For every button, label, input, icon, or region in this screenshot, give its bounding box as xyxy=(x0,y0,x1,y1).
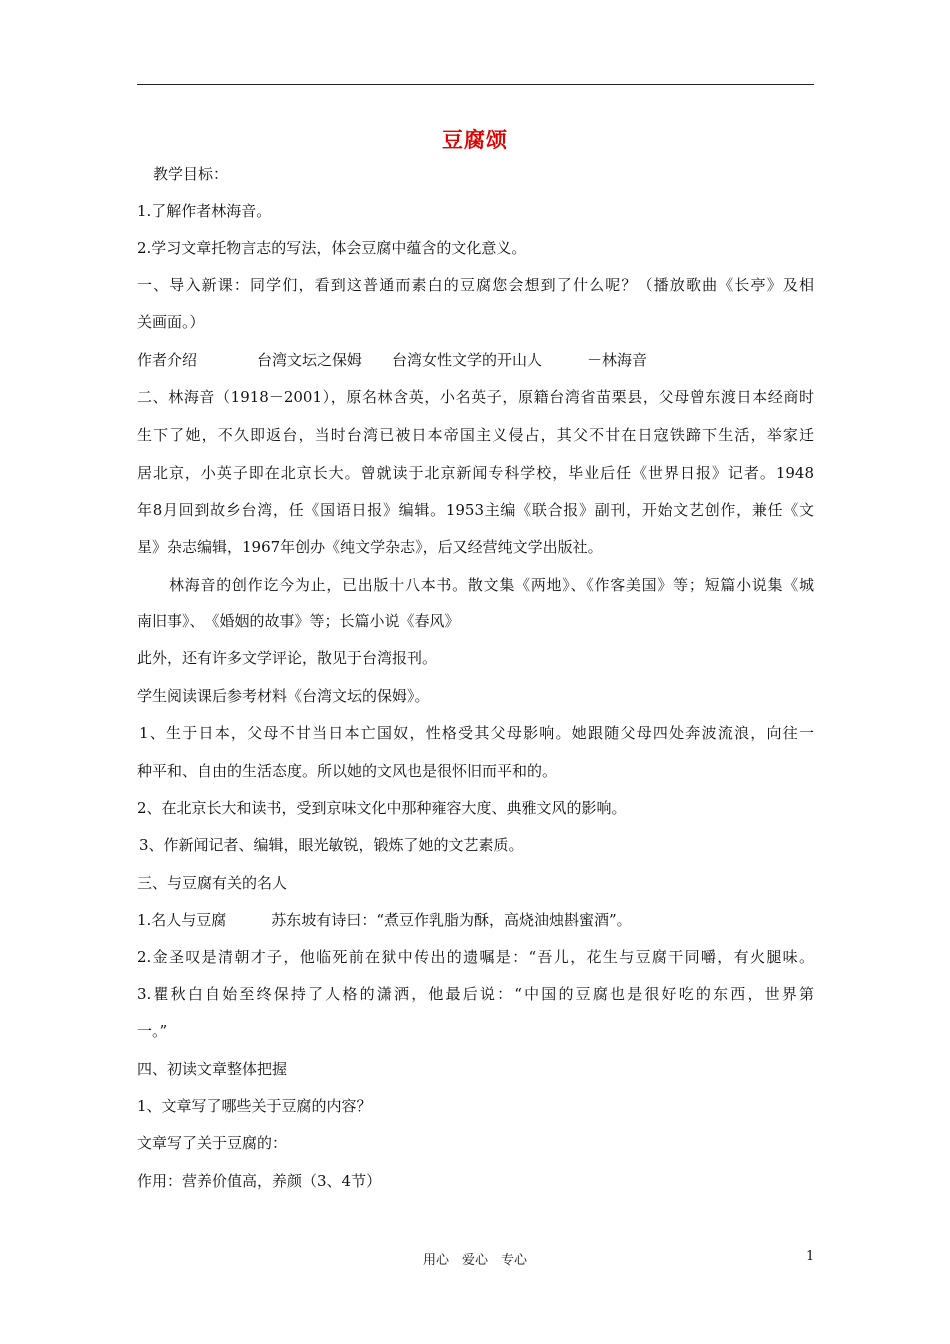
text-line: 一、导入新课：同学们，看到这普通而素白的豆腐您会想到了什么呢？（播放歌曲《长亭》及相 xyxy=(137,276,814,294)
text-line: 此外，还有许多文学评论，散见于台湾报刊。 xyxy=(137,649,438,667)
text-line: 星》杂志编辑，1967年创办《纯文学杂志》，后又经营纯文学出版社。 xyxy=(137,538,603,556)
text-line: 1、文章写了哪些关于豆腐的内容？ xyxy=(137,1097,372,1115)
text-line: 二、林海音（1918－2001），原名林含英，小名英子，原籍台湾省苗栗县，父母曾东渡日本经商时 xyxy=(137,388,814,406)
text-line: 2.学习文章托物言志的写法，体会豆腐中蕴含的文化意义。 xyxy=(137,239,527,257)
text-line: 3、作新闻记者、编辑，眼光敏锐，锻炼了她的文艺素质。 xyxy=(139,836,524,854)
text-line: 2.金圣叹是清朝才子，他临死前在狱中传出的遗嘱是：“吾儿，花生与豆腐干同嚼，有火腿味。 xyxy=(137,948,814,966)
text-line: 教学目标： xyxy=(153,165,229,183)
text-line: 关画面。） xyxy=(137,313,205,331)
text-line: 1.了解作者林海音。 xyxy=(137,202,272,220)
text-line: 1、生于日本，父母不甘当日本亡国奴，性格受其父母影响。她跟随父母四处奔波流浪，向往一 xyxy=(139,724,814,742)
text-line: 学生阅读课后参考材料《台湾文坛的保姆》。 xyxy=(137,687,430,705)
text-line: 居北京，小英子即在北京长大。曾就读于北京新闻专科学校，毕业后任《世界日报》记者。1948 xyxy=(137,464,814,482)
text-line: 生下了她，不久即返台，当时台湾已被日本帝国主义侵占，其父不甘在日寇铁蹄下生活，举家迁 xyxy=(137,426,814,444)
text-line: 林海音的创作讫今为止，已出版十八本书。散文集《两地》、《作客美国》等；短篇小说集《城 xyxy=(169,576,814,594)
text-line: 种平和、自由的生活态度。所以她的文风也是很怀旧而平和的。 xyxy=(137,762,558,780)
text-line: 1.名人与豆腐 苏东坡有诗曰：“煮豆作乳脂为酥，高烧油烛斟蜜酒”。 xyxy=(137,911,632,929)
text-line: 年8月回到故乡台湾，任《国语日报》编辑。1953主编《联合报》副刊，开始文艺创作，兼任《文 xyxy=(137,501,814,519)
text-line: 2、在北京长大和读书，受到京味文化中那种雍容大度、典雅文风的影响。 xyxy=(137,799,627,817)
text-line: 南旧事》、 《婚姻的故事》等；长篇小说《春风》 xyxy=(137,612,460,630)
text-line: 文章写了关于豆腐的： xyxy=(137,1134,288,1152)
text-line: 三、与豆腐有关的名人 xyxy=(137,874,288,892)
text-line: 四、初读文章整体把握 xyxy=(137,1060,288,1078)
footer-motto: 用心 爱心 专心 xyxy=(422,1253,527,1268)
header-rule xyxy=(137,84,814,85)
text-line: 作用：营养价值高，养颜（3、4节） xyxy=(137,1172,382,1190)
document-title: 豆腐颂 xyxy=(442,127,508,152)
text-line: 作者介绍 台湾文坛之保姆 台湾女性文学的开山人 －林海音 xyxy=(137,351,648,369)
text-line: 3.瞿秋白自始至终保持了人格的潇洒，他最后说：“中国的豆腐也是很好吃的东西，世界第 xyxy=(137,985,814,1003)
text-line: 一。” xyxy=(137,1022,168,1040)
page-number: 1 xyxy=(806,1249,815,1264)
